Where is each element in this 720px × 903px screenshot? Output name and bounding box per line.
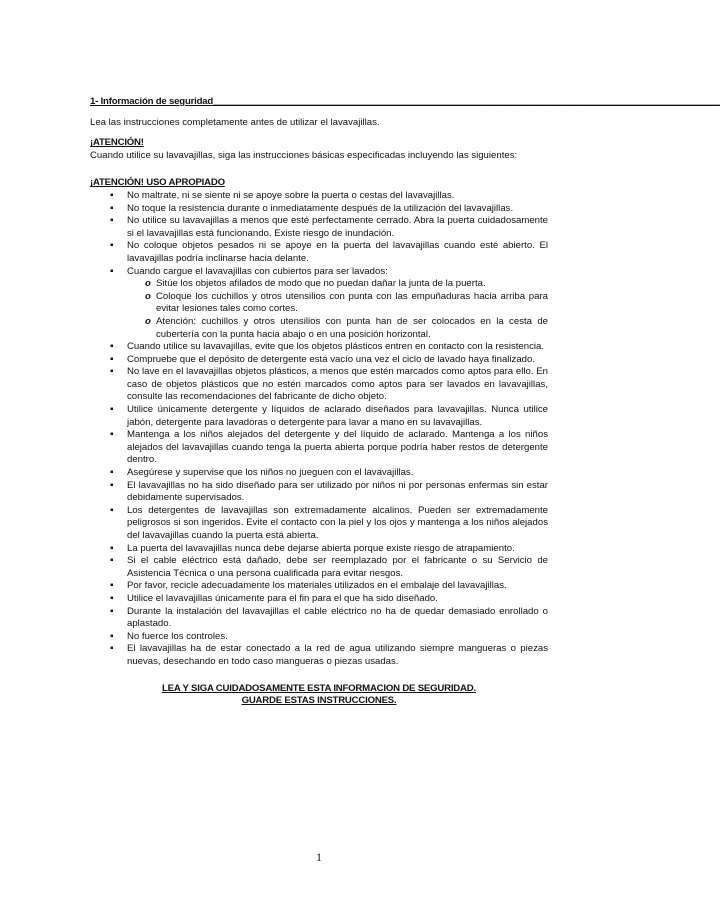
list-item: ▪ Por favor, recicle adecuadamente los materiales utilizados en el embalaje del lavavajillas. <box>90 580 548 593</box>
list-item: ▪ La puerta del lavavajillas nunca debe dejarse abierta porque existe riesgo de atrapamiento. <box>90 543 548 556</box>
closing-notice <box>90 683 548 708</box>
list-item: ▪ Utilice únicamente detergente y líquidos de aclarado diseñados para lavavajillas. Nunca utilice jabón, detergente para lavadoras o detergente para lavar a mano en su lavavajillas. <box>90 404 548 429</box>
list-item: ▪ El lavavajillas no ha sido diseñado para ser utilizado por niños ni por personas enfermas sin estar debidamente supervisados. <box>90 480 548 505</box>
list-item: ▪ No utilice su lavavajillas a menos que esté perfectamente cerrado. Abra la puerta cuidadosamente si el lavavajillas está funcionando. Existe riesgo de inundación. <box>90 215 548 240</box>
list-item: ▪ Los detergentes de lavavajillas son extremadamente alcalinos. Pueden ser extremadamente peligrosos si son ingeridos. Evite el contacto con la piel y los ojos y mantenga a los niños alejados del lavavajillas cuando la puerta está abierta. <box>90 505 548 543</box>
list-item: ▪ El lavavajillas ha de estar conectado a la red de agua utilizando siempre mangueras o piezas nuevas, desechando en todo caso mangueras o piezas usadas. <box>90 643 548 668</box>
list-item: ▪ Si el cable eléctrico está dañado, debe ser reemplazado por el fabricante o su Servicio de Asistencia Técnica o una persona cualificada para evitar riesgos. <box>90 555 548 580</box>
intro-text: Lea las instrucciones completamente antes de utilizar el lavavajillas. <box>90 116 380 128</box>
list-item: ▪ No maltrate, ni se siente ni se apoye sobre la puerta o cestas del lavavajillas. <box>90 190 548 203</box>
list-item <box>90 266 548 342</box>
list-item: ▪ No toque la resistencia durante o inmediatamente después de la utilización del lavavajillas. <box>90 203 548 216</box>
attention-text: Cuando utilice su lavavajillas, siga las instrucciones básicas especificadas incluyendo las siguientes: <box>90 149 518 161</box>
page-number: 1 <box>316 850 322 864</box>
attention-heading: ¡ATENCIÓN! <box>90 137 144 149</box>
section-title <box>90 96 720 109</box>
list-item: ▪ No coloque objetos pesados ni se apoye en la puerta del lavavajillas cuando esté abierto. El lavavajillas podría inclinarse hacia delante. <box>90 240 548 265</box>
list-item: ▪ Compruebe que el depósito de detergente está vacío una vez el ciclo de lavado haya finalizado. <box>90 354 548 367</box>
closing-line-2: GUARDE ESTAS INSTRUCCIONES. <box>241 695 397 707</box>
cutlery-sublist <box>127 278 548 341</box>
list-item: ▪ Utilice el lavavajillas únicamente para el fin para el que ha sido diseñado. <box>90 593 548 606</box>
use-heading: ¡ATENCIÓN! USO APROPIADO <box>90 177 225 189</box>
list-item: ▪ No lave en el lavavajillas objetos plásticos, a menos que estén marcados como aptos para ello. En caso de objetos plásticos que no estén marcados como aptos para ser lavados en lavavajillas, consulte las recomendaciones del fabricante de dicho objeto. <box>90 366 548 404</box>
list-item-text: Cuando cargue el lavavajillas con cubiertos para ser lavados: <box>127 265 388 277</box>
sub-list-item: o Atención: cuchillos y otros utensilios con punta han de ser colocados en la cesta de cubertería con la punta hacia abajo o en una posición horizontal. <box>90 316 548 341</box>
sub-list-item: o Sitúe los objetos afilados de modo que no puedan dañar la junta de la puerta. <box>90 278 548 291</box>
list-item: ▪ Durante la instalación del lavavajillas el cable eléctrico no ha de quedar demasiado enrollado o aplastado. <box>90 606 548 631</box>
safety-list <box>90 190 548 669</box>
list-item: ▪ No fuerce los controles. <box>90 631 548 644</box>
document-page <box>90 96 720 708</box>
sub-list-item: o Coloque los cuchillos y otros utensilios con punta con las empuñaduras hacia arriba para evitar lesiones tales como cortes. <box>90 291 548 316</box>
list-item: ▪ Asegúrese y supervise que los niños no jueguen con el lavavajillas. <box>90 467 548 480</box>
list-item: ▪ Mantenga a los niños alejados del detergente y del líquido de aclarado. Mantenga a los niños alejados del lavavajillas cuando tenga la puerta abierta porque podría haber restos de detergente dentro. <box>90 429 548 467</box>
list-item: ▪ Cuando utilice su lavavajillas, evite que los objetos plásticos entren en contacto con la resistencia. <box>90 341 548 354</box>
section-title-rule: _______________________________________________________________________________________________ <box>213 96 720 107</box>
closing-line-1: LEA Y SIGA CUIDADOSAMENTE ESTA INFORMACION DE SEGURIDAD. <box>162 682 476 694</box>
section-title-text: 1- Información de seguridad <box>90 96 214 107</box>
